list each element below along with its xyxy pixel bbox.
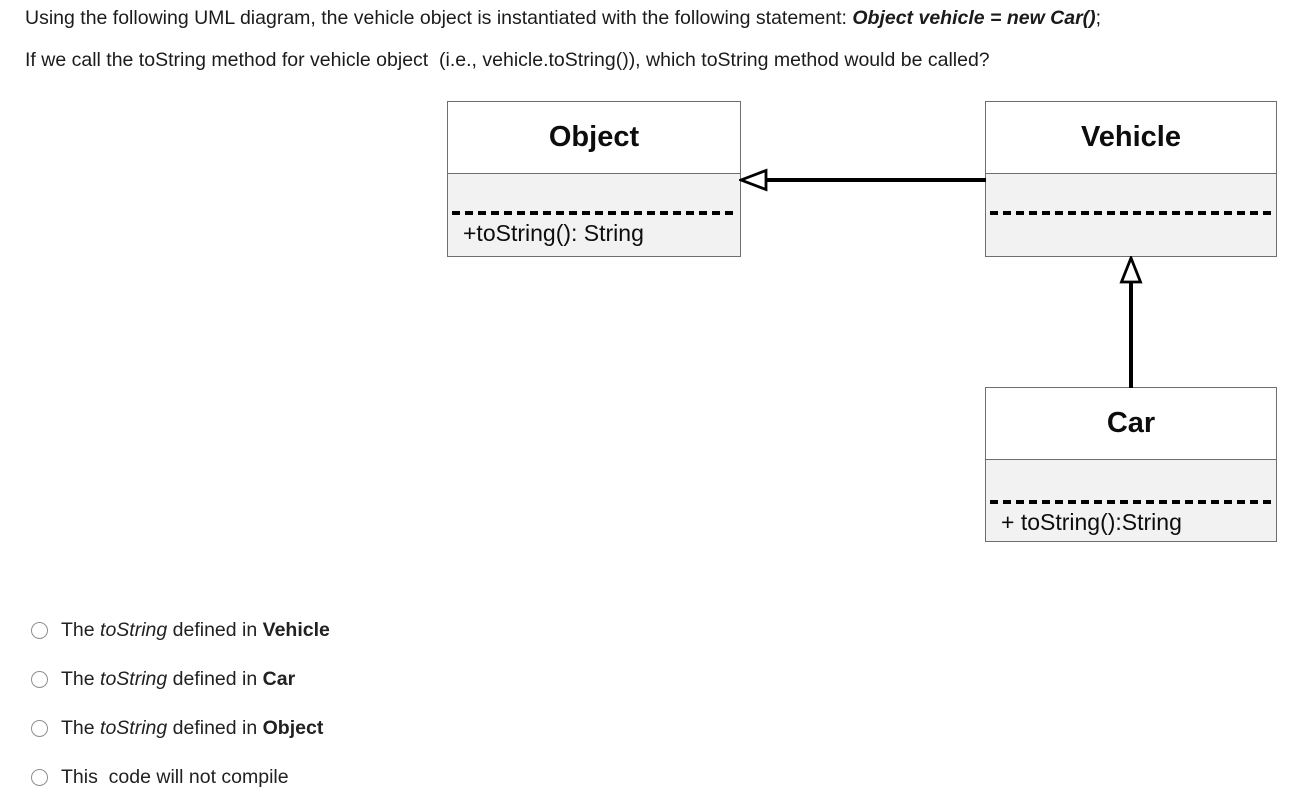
option-text-bold: Vehicle [262,619,330,641]
generalization-arrow-car-to-vehicle [1116,256,1146,388]
uml-dashed-separator [990,211,1272,215]
option-text-pre: The [61,717,101,739]
uml-class-car-title: Car [986,388,1276,460]
option-label [61,766,289,789]
option-text-italic: toString [100,619,168,641]
uml-dashed-separator [990,500,1272,504]
question-code-statement: Object vehicle = new Car() [852,7,1096,29]
option-text-mid: defined in [167,668,263,690]
radio-icon[interactable] [31,769,48,786]
option-text-bold: Object [262,717,324,739]
uml-class-car-method-section [986,460,1276,541]
question-line-1-suffix: ; [1095,7,1102,29]
question-text [25,6,1101,90]
radio-icon[interactable] [31,671,48,688]
option-text-bold: Car [262,668,296,690]
option-text-pre: The [61,619,101,641]
option-label [61,619,330,642]
answer-options [31,618,330,805]
uml-class-vehicle-title: Vehicle [986,102,1276,174]
option-text-mid: defined in [167,619,263,641]
option-text-mid: defined in [167,717,263,739]
option-tostring-object[interactable] [31,716,330,741]
radio-icon[interactable] [31,622,48,639]
option-text-pre: The [61,668,101,690]
uml-class-object-method-section [448,174,740,256]
uml-class-vehicle-method-section [986,174,1276,256]
option-text-italic: toString [100,717,168,739]
option-tostring-vehicle[interactable] [31,618,330,643]
option-will-not-compile[interactable] [31,765,330,790]
radio-icon[interactable] [31,720,48,737]
option-text-pre: This code will not compile [61,766,289,788]
question-line-1-prefix: Using the following UML diagram, the vehicle object is instantiated with the following statement: [25,7,853,29]
option-tostring-car[interactable] [31,667,330,692]
uml-class-vehicle [985,101,1277,257]
option-text-italic: toString [100,668,168,690]
uml-class-object [447,101,741,257]
uml-dashed-separator [452,211,736,215]
question-line-2: If we call the toString method for vehicle object (i.e., vehicle.toString()), which toString method would be called? [25,49,990,71]
uml-class-car [985,387,1277,542]
generalization-arrow-vehicle-to-object [739,167,987,193]
uml-class-object-title: Object [448,102,740,174]
uml-class-object-method: +toString(): String [463,220,644,246]
question-line-1 [25,6,1101,30]
option-label [61,668,295,691]
option-label [61,717,323,740]
uml-class-car-method: + toString():String [1001,509,1182,535]
